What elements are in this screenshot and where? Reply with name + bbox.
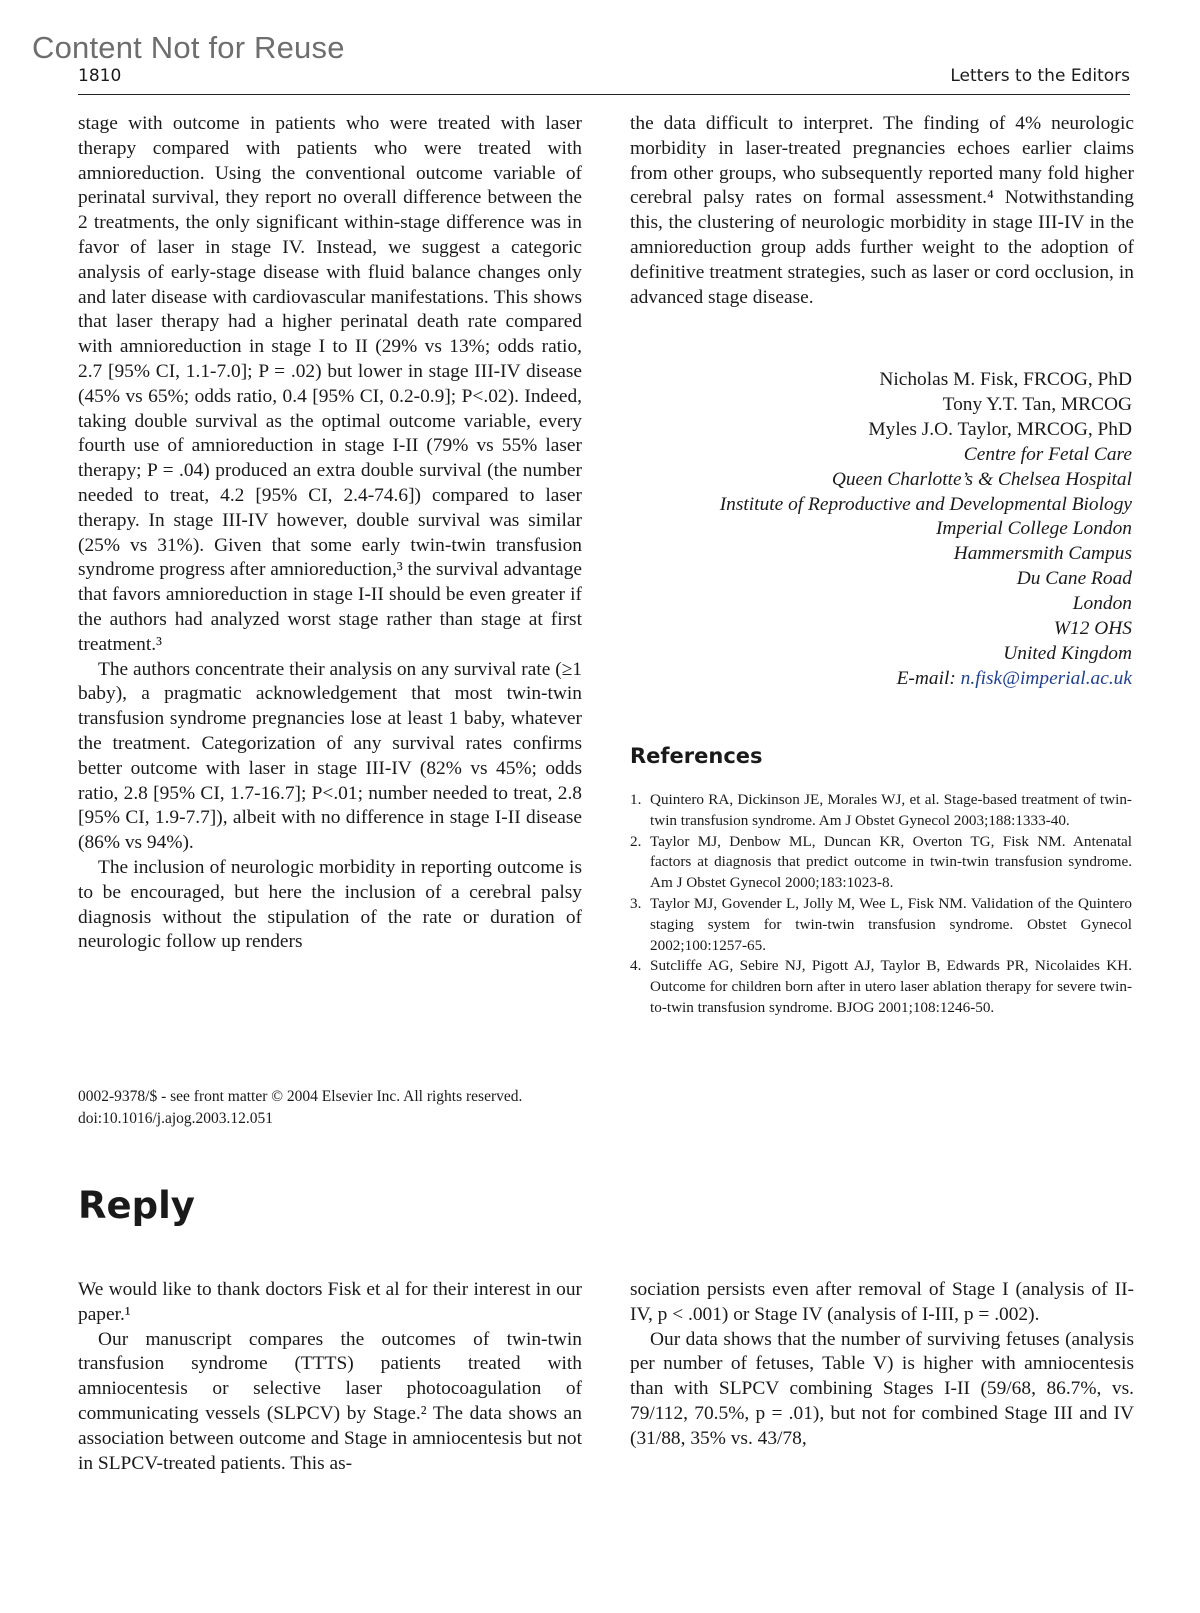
reply-left-column [78, 1278, 582, 1476]
author-name: Myles J.O. Taylor, MRCOG, PhD [868, 418, 1132, 440]
copyright-line: 0002-9378/$ - see front matter © 2004 Elsevier Inc. All rights reserved. [78, 1088, 523, 1105]
references-list [630, 790, 1132, 1019]
reference-item [630, 894, 1132, 956]
reference-item [630, 956, 1132, 1018]
letter-paragraph: The inclusion of neurologic morbidity in reporting outcome is to be encouraged, but here the inclusion of a cerebral palsy diagnosis without the stipulation of the rate or duration of neurologic follow up renders [78, 856, 582, 953]
page-header [78, 64, 1130, 95]
affiliation-line: Institute of Reproductive and Developmental Biology [719, 493, 1132, 515]
reference-number: 4. [630, 957, 642, 975]
reference-text: Quintero RA, Dickinson JE, Morales WJ, et al. Stage-based treatment of twin-twin transfusion syndrome. Am J Obstet Gynecol 2003;188:1333-40. [650, 791, 1132, 829]
author-signature [630, 368, 1132, 692]
affiliation-line: Queen Charlotte’s & Chelsea Hospital [831, 468, 1132, 490]
reply-paragraph: sociation persists even after removal of Stage I (analysis of II-IV, p < .001) or Stage IV (analysis of I-III, p = .002). [630, 1279, 1134, 1325]
reference-text: Sutcliffe AG, Sebire NJ, Pigott AJ, Taylor B, Edwards PR, Nicolaides KH. Outcome for children born after in utero laser ablation therapy for severe twin-to-twin transfusion syndrome. BJOG 2001;108:1246-50. [650, 957, 1132, 1016]
page-number: 1810 [78, 66, 122, 86]
doi-line: doi:10.1016/j.ajog.2003.12.051 [78, 1110, 274, 1127]
email-link[interactable]: n.fisk@imperial.ac.uk [960, 667, 1132, 689]
reply-paragraph: We would like to thank doctors Fisk et al for their interest in our paper.¹ [78, 1279, 582, 1325]
email-line [630, 667, 1132, 692]
reference-text: Taylor MJ, Denbow ML, Duncan KR, Overton TG, Fisk NM. Antenatal factors at diagnosis that predict outcome in twin-twin transfusion syndrome. Am J Obstet Gynecol 2000;183:1023-8. [650, 832, 1132, 892]
affiliation-line: Du Cane Road [1016, 568, 1132, 590]
affiliation-line: W12 OHS [1053, 618, 1132, 640]
reference-number: 1. [630, 791, 642, 808]
watermark: Content Not for Reuse [32, 30, 345, 65]
copyright-notice [78, 1086, 598, 1130]
references-heading: References [630, 744, 763, 768]
affiliation-line: London [1072, 593, 1132, 615]
reference-number: 3. [630, 894, 642, 912]
author-name: Nicholas M. Fisk, FRCOG, PhD [879, 369, 1132, 390]
letter-right-column [630, 112, 1134, 310]
reply-paragraph: Our data shows that the number of surviving fetuses (analysis per number of fetuses, Table V) is higher with amniocentesis than with SLPCV combining Stages I-II (59/68, 86.7%, vs. 79/112, 70.5%, p = .01), but not for combined Stage III and IV (31/88, 35% vs. 43/78, [630, 1328, 1134, 1449]
author-name: Tony Y.T. Tan, MRCOG [942, 393, 1132, 415]
reference-number: 2. [630, 832, 642, 850]
letter-left-column [78, 112, 582, 955]
letter-paragraph: stage with outcome in patients who were treated with laser therapy compared with patients who were treated with amnioreduction. Using the conventional outcome variable of perinatal survival, they report no overall difference between the 2 treatments, the only significant within-stage difference was in favor of laser in stage IV. Instead, we suggest a categoric analysis of early-stage disease with fluid balance changes only and later disease with cardiovascular manifestations. This shows that laser therapy had a higher perinatal death rate compared with amnioreduction in stage I to II (29% vs 13%; odds ratio, 2.7 [95% CI, 1.1-7.0]; P = .02) but lower in stage III-IV disease (45% vs 65%; odds ratio, 0.4 [95% CI, 0.2-0.9]; P<.02). Indeed, taking double survival as the optimal outcome variable, every fourth use of amnioreduction in stage I-II (79% vs 55% laser therapy; P = .04) produced an extra double survival (the number needed to treat, 4.2 [95% CI, 2.4-74.6]) compared to laser therapy. In stage III-IV however, double survival was similar (25% vs 31%). Given that some early twin-twin transfusion syndrome progress after amnioreduction,³ the survival advantage that favors amnioreduction in stage I-II should be even greater if the authors had analyzed worst stage rather than stage at first treatment.³ [78, 113, 582, 655]
affiliation-line: Imperial College London [935, 518, 1132, 540]
reply-heading: Reply [78, 1184, 195, 1227]
affiliation-line: Hammersmith Campus [953, 543, 1132, 565]
reference-item [630, 832, 1132, 894]
affiliation-line: United Kingdom [1003, 642, 1132, 664]
reference-text: Taylor MJ, Govender L, Jolly M, Wee L, Fisk NM. Validation of the Quintero staging system for twin-twin transfusion syndrome. Obstet Gynecol 2002;100:1257-65. [650, 894, 1132, 954]
letter-paragraph: The authors concentrate their analysis on any survival rate (≥1 baby), a pragmatic acknowledgement that most twin-twin transfusion syndrome pregnancies lose at least 1 baby, whatever the treatment. Categorization of any survival rates confirms better outcome with laser in stage III-IV (82% vs 45%; odds ratio, 2.8 [95% CI, 1.7-16.7]; P<.01; number needed to treat, 2.8 [95% CI, 1.9-7.7]), albeit with no difference in stage I-II disease (86% vs 94%). [78, 658, 582, 854]
running-head: Letters to the Editors [950, 66, 1130, 86]
affiliation-line: Centre for Fetal Care [963, 443, 1132, 465]
letter-paragraph: the data difficult to interpret. The finding of 4% neurologic morbidity in laser-treated pregnancies echoes earlier claims from other groups, who subsequently reported many fold higher cerebral palsy rates on formal assessment.⁴ Notwithstanding this, the clustering of neurologic morbidity in stage III-IV in the amnioreduction group adds further weight to the adoption of definitive treatment strategies, such as laser or cord occlusion, in advanced stage disease. [630, 113, 1134, 308]
reply-paragraph: Our manuscript compares the outcomes of twin-twin transfusion syndrome (TTTS) patients treated with amniocentesis or selective laser photocoagulation of communicating vessels (SLPCV) by Stage.² The data shows an association between outcome and Stage in amniocentesis but not in SLPCV-treated patients. This as- [78, 1328, 582, 1474]
reply-right-column [630, 1278, 1134, 1452]
email-label: E-mail: [896, 667, 961, 689]
reference-item [630, 790, 1132, 832]
